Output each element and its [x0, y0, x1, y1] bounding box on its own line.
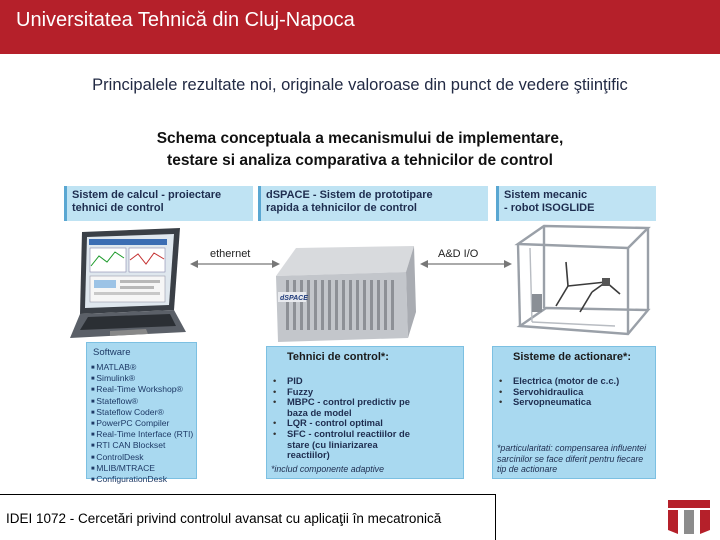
schema-title [60, 128, 660, 172]
dspace-brand-text: dSPACE [280, 295, 308, 302]
list-item: ■ MLIB/MTRACE [91, 463, 193, 474]
label-dspace-system [258, 186, 488, 221]
list-item: • Servopneumatica [499, 397, 651, 408]
software-list [91, 362, 193, 485]
actuation-list [499, 376, 651, 408]
list-item: • MBPC - control predictiv pe baza de model [273, 397, 411, 418]
isoglide-robot-icon [510, 222, 658, 340]
label-computing-system [64, 186, 253, 221]
laptop-icon [64, 226, 188, 342]
subtitle: Principalele rezultate noi, originale valoroase din punct de vedere ştiinţific [92, 76, 628, 94]
label-mechanical-line2: - robot ISOGLIDE [504, 202, 595, 214]
ethernet-label: ethernet [210, 248, 251, 260]
label-dspace-line1: dSPACE - Sistem de prototipare [266, 189, 433, 201]
list-item: • PID [273, 376, 459, 387]
list-item: ■ MATLAB® [91, 362, 193, 373]
list-item: • Servohidraulica [499, 387, 651, 398]
control-panel-note: *includ componente adaptive [271, 464, 384, 474]
software-panel [86, 342, 197, 485]
page-title: Universitatea Tehnică din Cluj-Napoca [16, 9, 355, 31]
list-item: ■ Real-Time Interface (RTI) [91, 429, 193, 440]
list-item: ■ Stateflow® [91, 396, 193, 407]
actuation-systems-panel [492, 346, 656, 479]
list-item: ■ PowerPC Compiler [91, 418, 193, 429]
label-computing-line1: Sistem de calcul - proiectare [72, 189, 222, 201]
io-label: A&D I/O [438, 248, 479, 260]
label-computing-line2: tehnici de control [72, 202, 164, 214]
dspace-unit-icon [268, 236, 418, 344]
label-dspace-line2: rapida a tehnicilor de control [266, 202, 417, 214]
schema-title-line2: testare si analiza comparativa a tehnicilor de control [167, 152, 553, 169]
control-panel-title: Tehnici de control*: [287, 351, 389, 363]
list-item: • Fuzzy [273, 387, 459, 398]
footer-text: IDEI 1072 - Cercetări privind controlul avansat cu aplicaţii în mecatronică [6, 511, 442, 526]
schema-title-line1: Schema conceptuala a mecanismului de implementare, [156, 130, 564, 147]
list-item: • LQR - control optimal [273, 418, 459, 429]
header-bar [0, 0, 720, 54]
list-item: ■ Real-Time Workshop® [91, 384, 193, 395]
list-item: ■ RTI CAN Blockset [91, 440, 193, 451]
utcn-logo-icon [664, 496, 714, 536]
software-panel-title: Software [93, 347, 131, 358]
label-mechanical-system [496, 186, 656, 221]
list-item: • Electrica (motor de c.c.) [499, 376, 651, 387]
actuation-panel-note: *particularitati: compensarea influentei sarcinilor se face diferit pentru fiecare tip de actionare [497, 443, 647, 474]
label-mechanical-line1: Sistem mecanic [504, 189, 588, 201]
control-techniques-panel [266, 346, 464, 479]
list-item: ■ Simulink® [91, 373, 193, 384]
actuation-panel-title: Sisteme de actionare*: [513, 351, 631, 363]
control-list [273, 376, 459, 461]
list-item: ■ ControlDesk [91, 452, 193, 463]
list-item: ■ Stateflow Coder® [91, 407, 193, 418]
list-item: • SFC - controlul reactiilor de stare (cu liniarizarea reactiilor) [273, 429, 421, 461]
list-item: ■ ConfigurationDesk [91, 474, 193, 485]
